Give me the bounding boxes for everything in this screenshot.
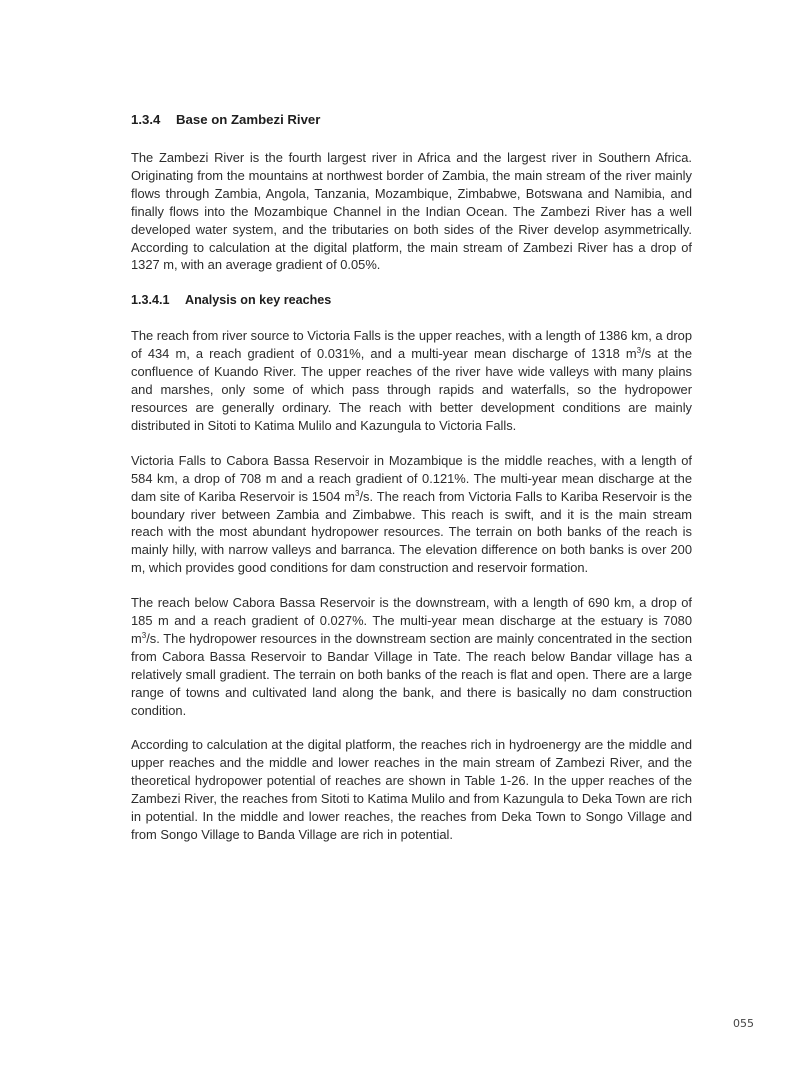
paragraph-text: /s. The hydropower resources in the downstream section are mainly concentrated in the section from Cabora Bassa Reservoir to Bandar Village in Tate. The reach below Bandar village has a relatively small gradient. The terrain on both banks of the reach is flat and open. There are a large range of towns and cultivated land along the bank, and there is basically no dam construction condition.: [131, 630, 692, 718]
upper-reaches-paragraph: [131, 327, 692, 434]
section-title: Base on Zambezi River: [176, 112, 321, 127]
paragraph-text: The reach below Cabora Bassa Reservoir is the downstream, with a length of 690 km, a drop of 185 m and a reach gradient of 0.027%. The multi-year mean discharge at the estuary is 7080 m: [131, 595, 692, 646]
subsection-heading: [131, 291, 692, 309]
paragraph-text: /s at the confluence of Kuando River. The upper reaches of the river have wide valleys with many plains and marshes, only some of which pass through rapids and waterfalls, so the hydropower resources are generally ordinary. The reach with better development conditions are mainly distributed in Sitoti to Katima Mulilo and Kazungula to Victoria Falls.: [131, 346, 692, 433]
page-number: 055: [733, 1017, 754, 1030]
superscript: 3: [141, 630, 147, 640]
paragraph-text: The reach from river source to Victoria Falls is the upper reaches, with a length of 1386 km, a drop of 434 m, a reach gradient of 0.031%, and a multi-year mean discharge of 1318 m: [131, 328, 692, 362]
downstream-paragraph: [131, 594, 692, 719]
subsection-title: Analysis on key reaches: [185, 293, 332, 308]
section-heading: [131, 111, 692, 129]
section-intro-paragraph: The Zambezi River is the fourth largest river in Africa and the largest river in Southern Africa. Originating from the mountains at northwest border of Zambia, the main stream of the river mainly flows through Zambia, Angola, Tanzania, Mozambique, Zimbabwe, Botswana and Namibia, and finally flows into the Mozambique Channel in the Indian Ocean. The Zambezi River has a well developed water system, and the tributaries on both sides of the River develop asymmetrically. According to calculation at the digital platform, the main stream of Zambezi River has a drop of 1327 m, with an average gradient of 0.05%.: [131, 150, 692, 273]
superscript: 3: [355, 488, 360, 498]
paragraph-text: /s. The reach from Victoria Falls to Kariba Reservoir is the boundary river between Zambia and Zimbabwe. This reach is swift, and it is the main stream reach with the most abundant hydropower resources. The terrain on both banks of the reach is mainly hilly, with narrow valleys and barranca. The elevation difference on both banks is over 200 m, which provides good conditions for dam construction and reservoir formation.: [131, 488, 692, 576]
paragraph-text: Victoria Falls to Cabora Bassa Reservoir in Mozambique is the middle reaches, with a length of 584 km, a drop of 708 m and a reach gradient of 0.121%. The multi-year mean discharge at the dam site of Kariba Reservoir is 1504 m: [131, 452, 692, 504]
page-content: [131, 111, 692, 861]
middle-reaches-paragraph: [131, 452, 692, 577]
subsection-number: 1.3.4.1: [131, 293, 170, 308]
section-number: 1.3.4: [131, 112, 161, 127]
superscript: 3: [636, 346, 642, 356]
hydroenergy-summary-paragraph: According to calculation at the digital platform, the reaches rich in hydroenergy are the middle and upper reaches and the middle and lower reaches in the main stream of Zambezi River, and the theoretical hydropower potential of reaches are shown in Table 1-26. In the upper reaches of the Zambezi River, the reaches from Sitoti to Katima Mulilo and from Kazungula to Deka Town are rich in potential. In the middle and lower reaches, the reaches from Deka Town to Songo Village and from Songo Village to Banda Village are rich in potential.: [131, 737, 692, 842]
